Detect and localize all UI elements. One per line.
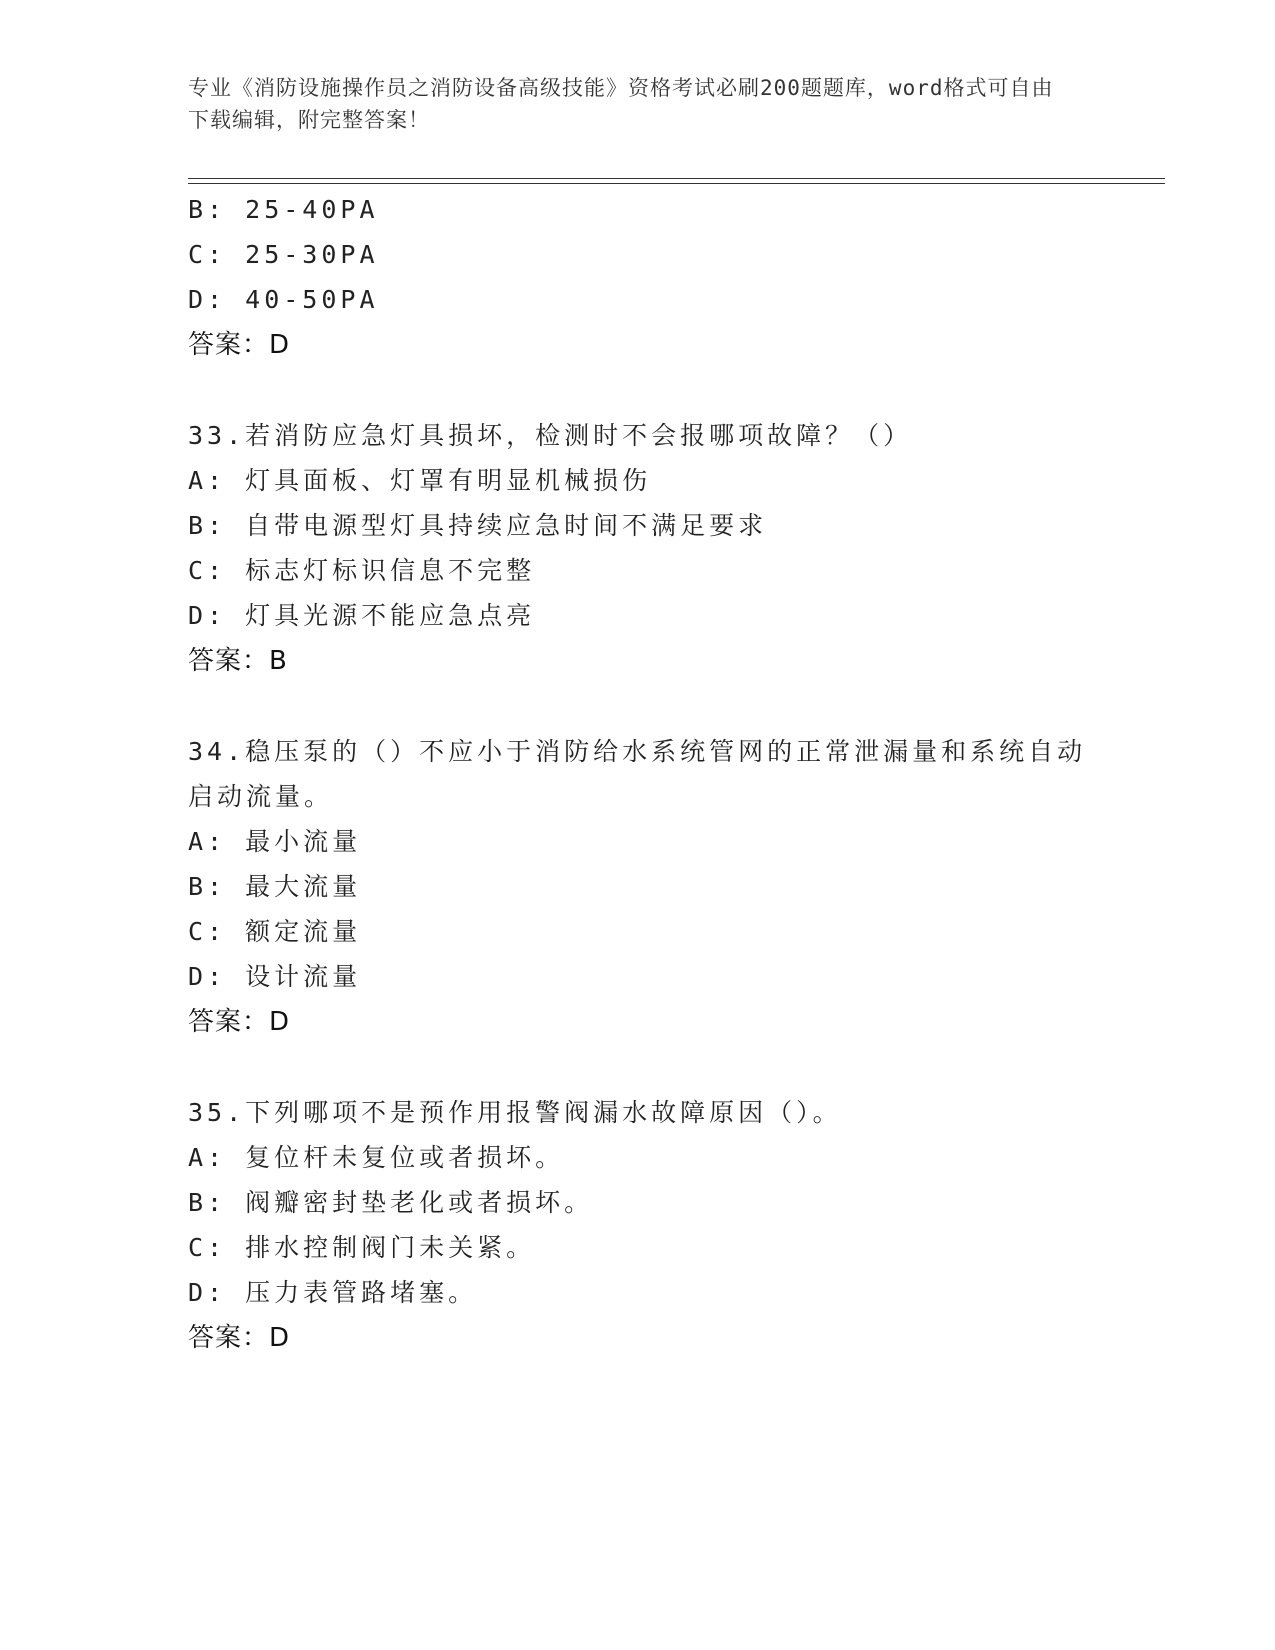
answer: 答案：D [188, 1007, 291, 1037]
question-stem: 35.下列哪项不是预作用报警阀漏水故障原因（）。 [188, 1098, 842, 1127]
option-b: B: 自带电源型灯具持续应急时间不满足要求 [188, 511, 768, 540]
question-stem-line-2: 启动流量。 [188, 782, 334, 811]
option-a: A: 复位杆未复位或者损坏。 [188, 1143, 565, 1172]
answer: 答案：D [188, 330, 291, 360]
option-c: C: 25-30PA [188, 240, 379, 269]
option-d: D: 压力表管路堵塞。 [188, 1278, 478, 1307]
question-stem: 33.若消防应急灯具损坏，检测时不会报哪项故障？（） [188, 421, 913, 450]
option-b: B: 阀瓣密封垫老化或者损坏。 [188, 1188, 594, 1217]
document-header: 专业《消防设施操作员之消防设备高级技能》资格考试必刷200题题库，word格式可自由下载编辑，附完整答案！ [188, 76, 1054, 132]
option-a: A: 最小流量 [188, 827, 362, 856]
option-b: B: 最大流量 [188, 872, 362, 901]
option-d: D: 灯具光源不能应急点亮 [188, 601, 536, 630]
answer: 答案：D [188, 1323, 291, 1353]
option-c: C: 标志灯标识信息不完整 [188, 556, 536, 585]
header-divider-top [188, 178, 1165, 179]
option-d: D: 设计流量 [188, 962, 362, 991]
option-c: C: 排水控制阀门未关紧。 [188, 1233, 536, 1262]
question-stem-line-1: 34.稳压泵的（）不应小于消防给水系统管网的正常泄漏量和系统自动 [188, 737, 1087, 766]
option-b: B: 25-40PA [188, 195, 379, 224]
option-d: D: 40-50PA [188, 285, 379, 314]
option-a: A: 灯具面板、灯罩有明显机械损伤 [188, 466, 652, 495]
option-c: C: 额定流量 [188, 917, 362, 946]
answer: 答案：B [188, 646, 288, 676]
header-divider-bottom [188, 183, 1165, 184]
